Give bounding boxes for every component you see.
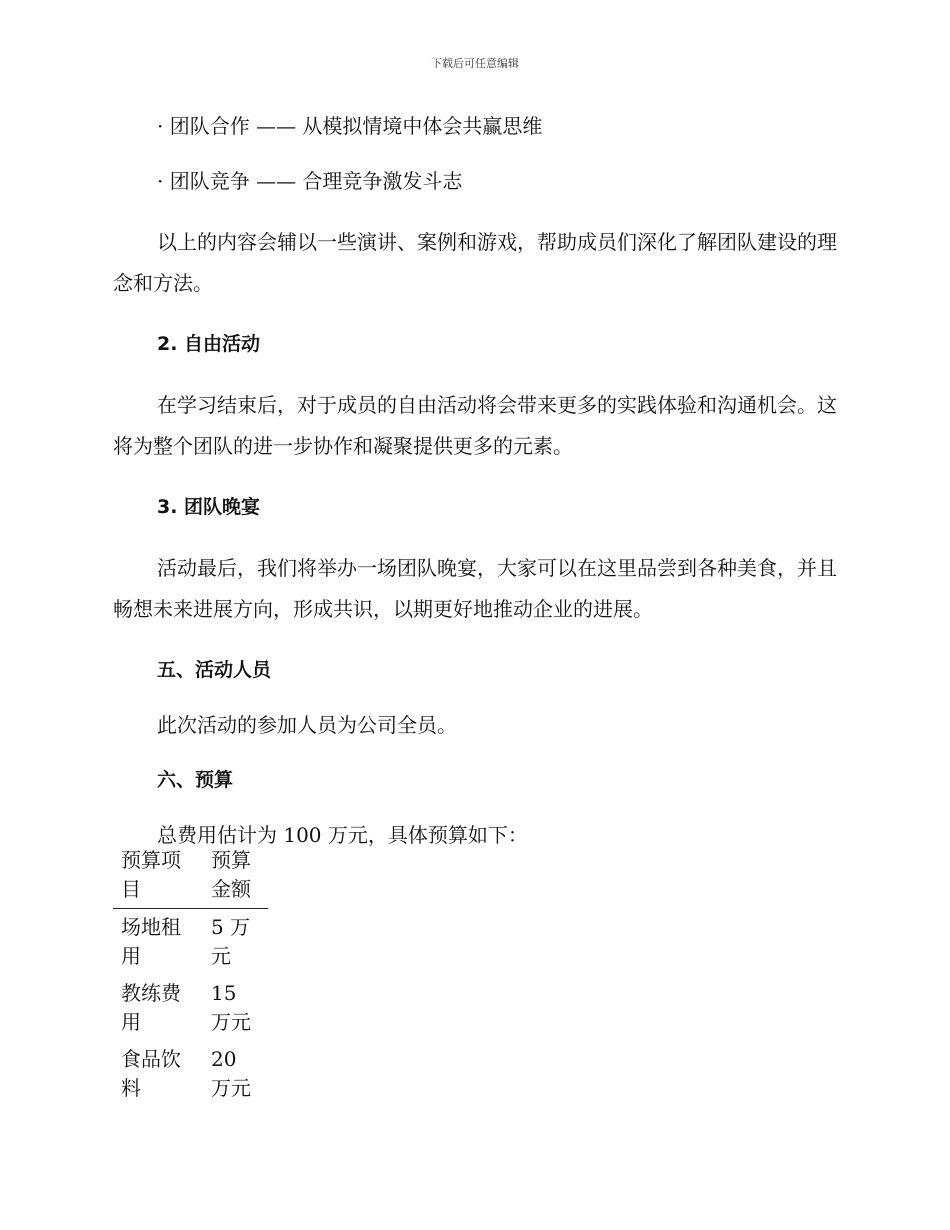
budget-table-header-row	[113, 842, 268, 909]
intro-paragraph: 以上的内容会辅以一些演讲、案例和游戏，帮助成员们深化了解团队建设的理念和方法。	[113, 230, 837, 295]
section-heading-participants: 五、活动人员	[157, 659, 272, 681]
bullet-item-team-competition: · 团队竞争 —— 合理竞争激发斗志	[157, 169, 463, 193]
budget-amount-cell: 20 万元	[211, 1047, 251, 1100]
budget-item-cell: 场地租用	[121, 915, 181, 968]
table-row	[113, 975, 268, 1041]
section-body-budget: 总费用估计为 100 万元，具体预算如下：	[157, 823, 528, 847]
budget-item-cell: 教练费用	[121, 981, 181, 1034]
section-body-participants: 此次活动的参加人员为公司全员。	[157, 713, 457, 737]
document-body	[113, 112, 838, 876]
table-row	[113, 1041, 268, 1107]
section-heading-team-dinner: 3. 团队晚宴	[157, 496, 261, 518]
section-heading-free-activity: 2. 自由活动	[157, 333, 261, 355]
budget-amount-cell: 5 万元	[211, 915, 251, 968]
budget-item-cell: 食品饮料	[121, 1047, 181, 1100]
section-body-team-dinner: 活动最后，我们将举办一场团队晚宴，大家可以在这里品尝到各种美食，并且畅想未来进展方向，形成共识，以期更好地推动企业的进展。	[113, 556, 837, 621]
budget-table	[113, 842, 268, 1107]
page-header-note: 下载后可任意编辑	[431, 57, 519, 70]
budget-table-header-item: 预算项目	[121, 848, 181, 901]
budget-amount-cell: 15 万元	[211, 981, 251, 1034]
table-row	[113, 909, 268, 976]
section-heading-budget: 六、预算	[157, 769, 234, 791]
budget-table-header-amount: 预算金额	[211, 848, 251, 901]
section-body-free-activity: 在学习结束后，对于成员的自由活动将会带来更多的实践体验和沟通机会。这将为整个团队的进一步协作和凝聚提供更多的元素。	[113, 393, 837, 458]
bullet-item-team-cooperation: · 团队合作 —— 从模拟情境中体会共赢思维	[157, 114, 543, 138]
